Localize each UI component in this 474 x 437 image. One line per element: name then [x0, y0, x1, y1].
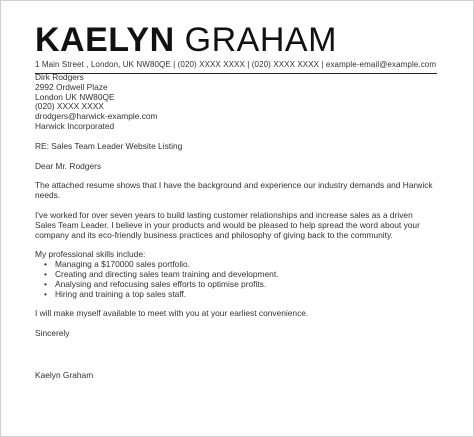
recipient-block: [35, 73, 435, 132]
recipient-phone: (020) XXXX XXXX: [35, 101, 104, 112]
subject-line: RE: Sales Team Leader Website Listing: [35, 140, 183, 151]
applicant-name: [35, 22, 441, 58]
last-name: GRAHAM: [184, 21, 337, 59]
skills-list: [35, 260, 435, 299]
skill-item: • Managing a $170000 sales portfolio.: [55, 260, 435, 270]
salutation: Dear Mr. Rodgers: [35, 160, 102, 171]
first-name: KAELYN: [35, 21, 175, 59]
contact-line: 1 Main Street , London, UK NW80QE | (020) XXXX XXXX | (020) XXXX XXXX | example-email@example.com: [35, 60, 437, 69]
skill-item: • Hiring and training a top sales staff.: [55, 290, 435, 300]
recipient-city: London UK NW80QE: [35, 91, 115, 102]
recipient-email: drodgers@harwick-example.com: [35, 111, 158, 122]
skill-item: • Analysing and refocusing sales efforts to optimise profits.: [55, 280, 435, 290]
skill-item: • Creating and directing sales team training and development.: [55, 270, 435, 280]
paragraph-experience: I've worked for over seven years to build lasting customer relationships and increase sales as a driven Sales Team Leader. I believe in your products and would be pleased to help spread the word about your company and its eco-friendly business practices and philosophy of giving back to the community.: [35, 209, 420, 240]
letter-header: [35, 22, 441, 74]
paragraph-intro: The attached resume shows that I have the background and experience our industry demands and Harwick needs.: [35, 180, 433, 201]
skills-intro: My professional skills include:: [35, 249, 146, 260]
closing-paragraph: I will make myself available to meet with you at your earliest convenience.: [35, 308, 309, 319]
recipient-company: Harwick Incorporated: [35, 120, 115, 131]
signature-name: Kaelyn Graham: [35, 369, 94, 380]
sign-off: Sincerely: [35, 328, 70, 339]
recipient-street: 2992 Ordwell Plaze: [35, 81, 108, 92]
letter-body: [35, 73, 435, 381]
recipient-name: Dirk Rodgers: [35, 72, 84, 82]
